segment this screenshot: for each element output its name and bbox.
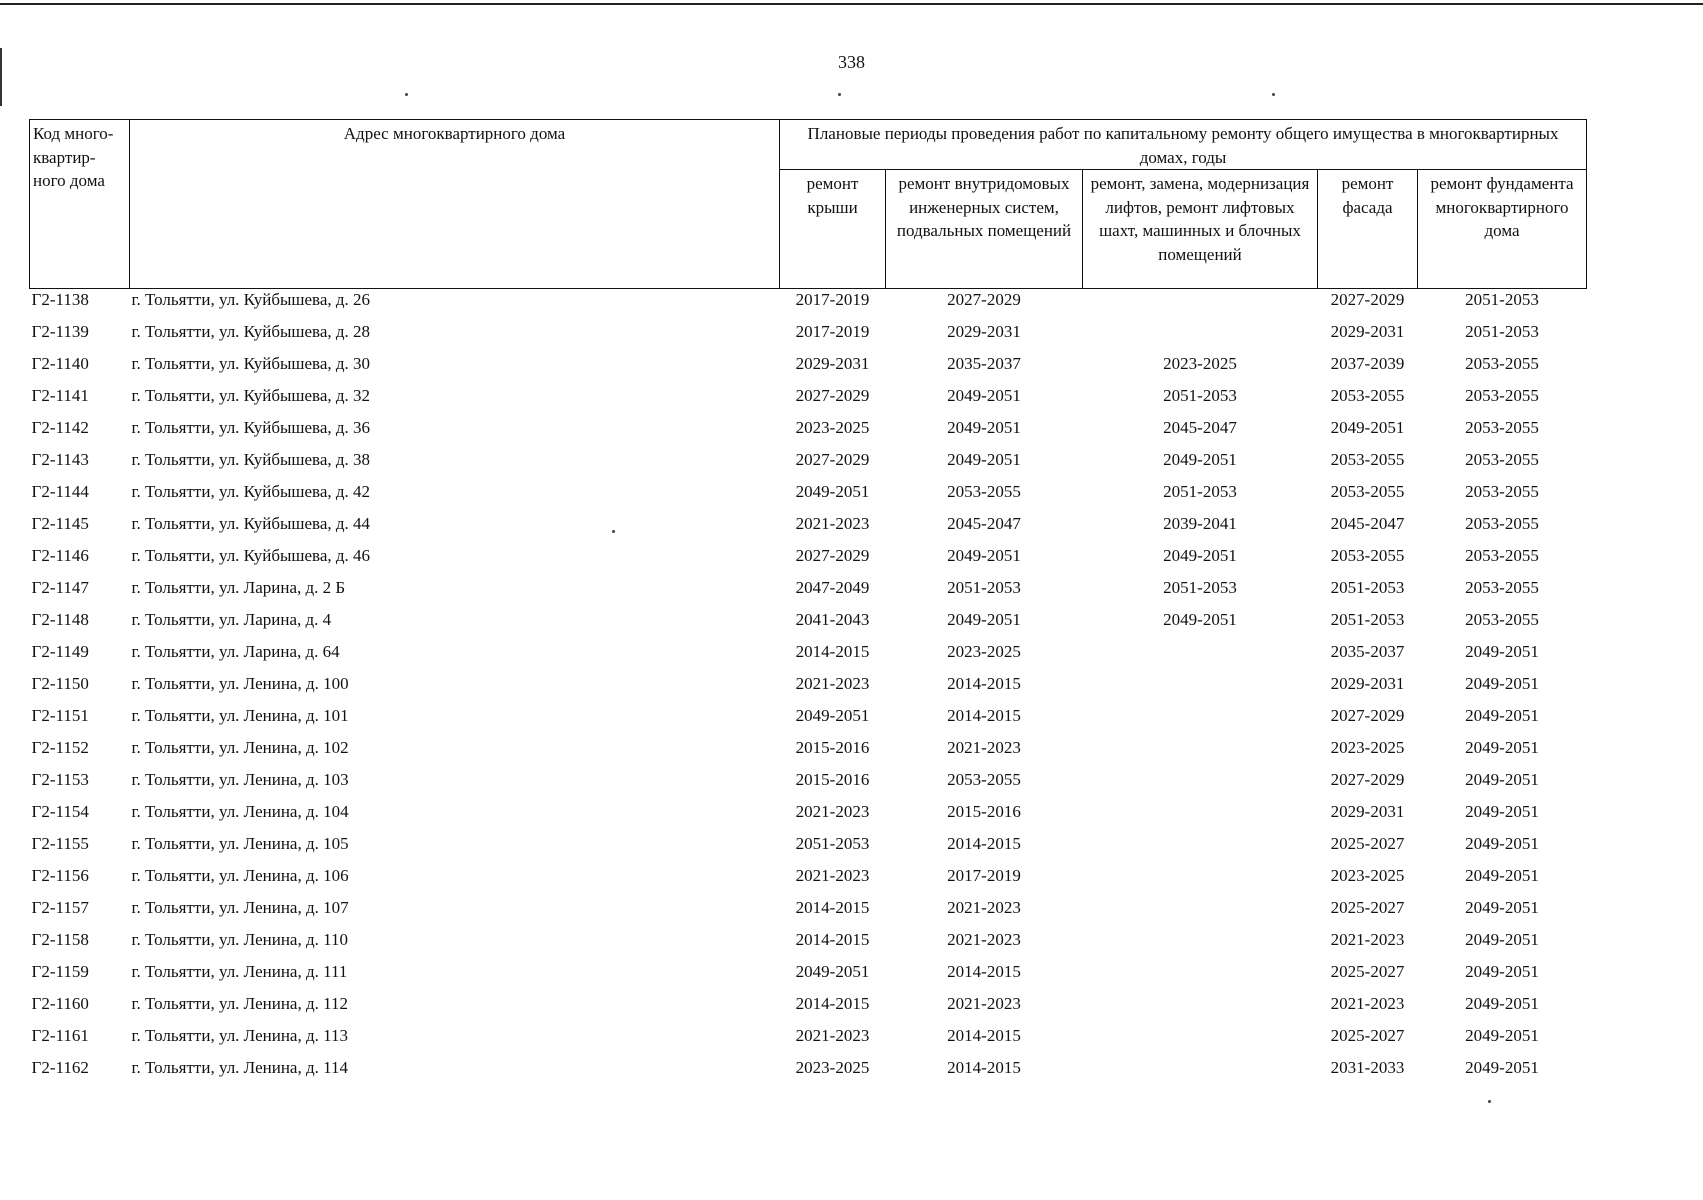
engineering-systems-cell: 2035-2037 bbox=[947, 354, 1021, 373]
roof-repair-cell: 2027-2029 bbox=[795, 450, 870, 469]
facade-repair-cell: 2029-2031 bbox=[1330, 322, 1405, 341]
engineering-systems-cell: 2053-2055 bbox=[947, 770, 1021, 789]
table-row bbox=[30, 545, 1587, 577]
elevators-cell bbox=[1083, 865, 1318, 897]
roof-repair-cell: 2029-2031 bbox=[795, 354, 870, 373]
elevators-cell: 2049-2051 bbox=[1163, 450, 1237, 469]
elevators-cell bbox=[1083, 993, 1318, 1025]
header-engineering: ремонт внутридомовых инженерных систем, подвальных помещений bbox=[886, 170, 1083, 289]
roof-repair-cell: 2041-2043 bbox=[795, 610, 870, 629]
elevators-cell bbox=[1083, 961, 1318, 993]
foundation-repair-cell: 2053-2055 bbox=[1465, 546, 1539, 565]
roof-repair-cell: 2017-2019 bbox=[795, 322, 870, 341]
engineering-systems-cell: 2014-2015 bbox=[947, 834, 1021, 853]
table-row bbox=[30, 1025, 1587, 1057]
elevators-cell: 2023-2025 bbox=[1163, 354, 1237, 373]
engineering-systems-cell: 2014-2015 bbox=[947, 962, 1021, 981]
table-row bbox=[30, 481, 1587, 513]
foundation-repair-cell: 2049-2051 bbox=[1465, 1058, 1539, 1077]
facade-repair-cell: 2037-2039 bbox=[1330, 354, 1405, 373]
elevators-cell bbox=[1083, 641, 1318, 673]
roof-repair-cell: 2015-2016 bbox=[795, 770, 870, 789]
elevators-cell: 2045-2047 bbox=[1163, 418, 1237, 437]
roof-repair-cell: 2015-2016 bbox=[795, 738, 870, 757]
header-periods-group: Плановые периоды проведения работ по капитальному ремонту общего имущества в многоквартирных домах, годы bbox=[780, 120, 1587, 170]
address-cell: г. Тольятти, ул. Куйбышева, д. 30 bbox=[131, 354, 371, 373]
foundation-repair-cell: 2049-2051 bbox=[1465, 770, 1539, 789]
house-code-cell: Г2-1153 bbox=[31, 770, 89, 789]
table-row bbox=[30, 929, 1587, 961]
roof-repair-cell: 2014-2015 bbox=[795, 898, 870, 917]
table-row bbox=[30, 801, 1587, 833]
engineering-systems-cell: 2049-2051 bbox=[947, 450, 1021, 469]
engineering-systems-cell: 2021-2023 bbox=[947, 930, 1021, 949]
address-cell: г. Тольятти, ул. Куйбышева, д. 38 bbox=[131, 450, 371, 469]
facade-repair-cell: 2025-2027 bbox=[1330, 834, 1405, 853]
foundation-repair-cell: 2049-2051 bbox=[1465, 866, 1539, 885]
house-code-cell: Г2-1154 bbox=[31, 802, 89, 821]
house-code-cell: Г2-1149 bbox=[31, 642, 89, 661]
engineering-systems-cell: 2014-2015 bbox=[947, 1026, 1021, 1045]
roof-repair-cell: 2023-2025 bbox=[795, 418, 870, 437]
elevators-cell bbox=[1083, 929, 1318, 961]
foundation-repair-cell: 2049-2051 bbox=[1465, 1026, 1539, 1045]
house-code-cell: Г2-1155 bbox=[31, 834, 89, 853]
facade-repair-cell: 2025-2027 bbox=[1330, 962, 1405, 981]
address-cell: г. Тольятти, ул. Куйбышева, д. 44 bbox=[131, 514, 371, 533]
facade-repair-cell: 2045-2047 bbox=[1330, 514, 1405, 533]
foundation-repair-cell: 2049-2051 bbox=[1465, 674, 1539, 693]
table-row bbox=[30, 897, 1587, 929]
house-code-cell: Г2-1144 bbox=[31, 482, 89, 501]
house-code-cell: Г2-1145 bbox=[31, 514, 89, 533]
facade-repair-cell: 2035-2037 bbox=[1330, 642, 1405, 661]
address-cell: г. Тольятти, ул. Ленина, д. 114 bbox=[131, 1058, 349, 1077]
facade-repair-cell: 2025-2027 bbox=[1330, 898, 1405, 917]
engineering-systems-cell: 2021-2023 bbox=[947, 738, 1021, 757]
elevators-cell: 2049-2051 bbox=[1163, 546, 1237, 565]
foundation-repair-cell: 2053-2055 bbox=[1465, 450, 1539, 469]
engineering-systems-cell: 2017-2019 bbox=[947, 866, 1021, 885]
house-code-cell: Г2-1143 bbox=[31, 450, 89, 469]
facade-repair-cell: 2051-2053 bbox=[1330, 578, 1405, 597]
foundation-repair-cell: 2053-2055 bbox=[1465, 386, 1539, 405]
scan-speck bbox=[612, 530, 615, 533]
table-row bbox=[30, 705, 1587, 737]
roof-repair-cell: 2021-2023 bbox=[795, 674, 870, 693]
header-foundation: ремонт фундамента многоквартирного дома bbox=[1418, 170, 1587, 289]
address-cell: г. Тольятти, ул. Куйбышева, д. 42 bbox=[131, 482, 371, 501]
address-cell: г. Тольятти, ул. Куйбышева, д. 32 bbox=[131, 386, 371, 405]
scan-speck bbox=[1488, 1100, 1491, 1103]
roof-repair-cell: 2051-2053 bbox=[795, 834, 870, 853]
foundation-repair-cell: 2049-2051 bbox=[1465, 834, 1539, 853]
table-row bbox=[30, 865, 1587, 897]
roof-repair-cell: 2014-2015 bbox=[795, 642, 870, 661]
foundation-repair-cell: 2049-2051 bbox=[1465, 962, 1539, 981]
foundation-repair-cell: 2049-2051 bbox=[1465, 930, 1539, 949]
foundation-repair-cell: 2049-2051 bbox=[1465, 802, 1539, 821]
elevators-cell bbox=[1083, 737, 1318, 769]
engineering-systems-cell: 2015-2016 bbox=[947, 802, 1021, 821]
table-row bbox=[30, 609, 1587, 641]
table-row bbox=[30, 769, 1587, 801]
address-cell: г. Тольятти, ул. Куйбышева, д. 26 bbox=[131, 290, 371, 309]
facade-repair-cell: 2027-2029 bbox=[1330, 290, 1405, 309]
facade-repair-cell: 2023-2025 bbox=[1330, 866, 1405, 885]
header-address: Адрес многоквартирного дома bbox=[130, 120, 780, 289]
table-row bbox=[30, 353, 1587, 385]
house-code-cell: Г2-1138 bbox=[31, 290, 89, 309]
house-code-cell: Г2-1147 bbox=[31, 578, 89, 597]
house-code-cell: Г2-1146 bbox=[31, 546, 89, 565]
address-cell: г. Тольятти, ул. Куйбышева, д. 36 bbox=[131, 418, 371, 437]
address-cell: г. Тольятти, ул. Ленина, д. 106 bbox=[131, 866, 349, 885]
facade-repair-cell: 2051-2053 bbox=[1330, 610, 1405, 629]
house-code-cell: Г2-1161 bbox=[31, 1026, 89, 1045]
roof-repair-cell: 2021-2023 bbox=[795, 514, 870, 533]
roof-repair-cell: 2014-2015 bbox=[795, 994, 870, 1013]
engineering-systems-cell: 2049-2051 bbox=[947, 610, 1021, 629]
roof-repair-cell: 2027-2029 bbox=[795, 546, 870, 565]
foundation-repair-cell: 2053-2055 bbox=[1465, 482, 1539, 501]
engineering-systems-cell: 2021-2023 bbox=[947, 994, 1021, 1013]
house-code-cell: Г2-1156 bbox=[31, 866, 89, 885]
engineering-systems-cell: 2049-2051 bbox=[947, 546, 1021, 565]
elevators-cell bbox=[1083, 1057, 1318, 1089]
address-cell: г. Тольятти, ул. Куйбышева, д. 46 bbox=[131, 546, 371, 565]
address-cell: г. Тольятти, ул. Ленина, д. 101 bbox=[131, 706, 349, 725]
top-rule bbox=[0, 3, 1703, 5]
elevators-cell bbox=[1083, 1025, 1318, 1057]
address-cell: г. Тольятти, ул. Ленина, д. 107 bbox=[131, 898, 349, 917]
elevators-cell: 2051-2053 bbox=[1163, 578, 1237, 597]
table-body bbox=[30, 289, 1587, 1090]
foundation-repair-cell: 2049-2051 bbox=[1465, 738, 1539, 757]
foundation-repair-cell: 2053-2055 bbox=[1465, 610, 1539, 629]
elevators-cell bbox=[1083, 833, 1318, 865]
header-code: Код много-квартир-ного дома bbox=[30, 120, 130, 289]
house-code-cell: Г2-1152 bbox=[31, 738, 89, 757]
table-row bbox=[30, 417, 1587, 449]
table-row bbox=[30, 449, 1587, 481]
house-code-cell: Г2-1159 bbox=[31, 962, 89, 981]
engineering-systems-cell: 2049-2051 bbox=[947, 386, 1021, 405]
facade-repair-cell: 2021-2023 bbox=[1330, 930, 1405, 949]
house-code-cell: Г2-1162 bbox=[31, 1058, 89, 1077]
facade-repair-cell: 2029-2031 bbox=[1330, 802, 1405, 821]
facade-repair-cell: 2031-2033 bbox=[1330, 1058, 1405, 1077]
address-cell: г. Тольятти, ул. Ленина, д. 104 bbox=[131, 802, 349, 821]
address-cell: г. Тольятти, ул. Ленина, д. 102 bbox=[131, 738, 349, 757]
elevators-cell: 2051-2053 bbox=[1163, 482, 1237, 501]
address-cell: г. Тольятти, ул. Ларина, д. 2 Б bbox=[131, 578, 346, 597]
roof-repair-cell: 2021-2023 bbox=[795, 1026, 870, 1045]
engineering-systems-cell: 2029-2031 bbox=[947, 322, 1021, 341]
table-row bbox=[30, 577, 1587, 609]
house-code-cell: Г2-1151 bbox=[31, 706, 89, 725]
table-row bbox=[30, 641, 1587, 673]
page-number: 338 bbox=[838, 52, 865, 72]
elevators-cell bbox=[1083, 289, 1318, 322]
facade-repair-cell: 2053-2055 bbox=[1330, 386, 1405, 405]
table-row bbox=[30, 1057, 1587, 1089]
foundation-repair-cell: 2051-2053 bbox=[1465, 322, 1539, 341]
address-cell: г. Тольятти, ул. Куйбышева, д. 28 bbox=[131, 322, 371, 341]
facade-repair-cell: 2023-2025 bbox=[1330, 738, 1405, 757]
house-code-cell: Г2-1148 bbox=[31, 610, 89, 629]
facade-repair-cell: 2053-2055 bbox=[1330, 546, 1405, 565]
address-cell: г. Тольятти, ул. Ленина, д. 105 bbox=[131, 834, 349, 853]
table-row bbox=[30, 385, 1587, 417]
foundation-repair-cell: 2049-2051 bbox=[1465, 898, 1539, 917]
foundation-repair-cell: 2051-2053 bbox=[1465, 290, 1539, 309]
roof-repair-cell: 2049-2051 bbox=[795, 962, 870, 981]
engineering-systems-cell: 2014-2015 bbox=[947, 706, 1021, 725]
engineering-systems-cell: 2014-2015 bbox=[947, 674, 1021, 693]
house-code-cell: Г2-1142 bbox=[31, 418, 89, 437]
roof-repair-cell: 2023-2025 bbox=[795, 1058, 870, 1077]
facade-repair-cell: 2027-2029 bbox=[1330, 770, 1405, 789]
facade-repair-cell: 2053-2055 bbox=[1330, 482, 1405, 501]
house-code-cell: Г2-1141 bbox=[31, 386, 89, 405]
repair-schedule-table bbox=[29, 119, 1587, 1089]
house-code-cell: Г2-1150 bbox=[31, 674, 89, 693]
roof-repair-cell: 2014-2015 bbox=[795, 930, 870, 949]
engineering-systems-cell: 2049-2051 bbox=[947, 418, 1021, 437]
table-row bbox=[30, 737, 1587, 769]
elevators-cell bbox=[1083, 321, 1318, 353]
foundation-repair-cell: 2053-2055 bbox=[1465, 514, 1539, 533]
engineering-systems-cell: 2021-2023 bbox=[947, 898, 1021, 917]
engineering-systems-cell: 2045-2047 bbox=[947, 514, 1021, 533]
table-row bbox=[30, 673, 1587, 705]
address-cell: г. Тольятти, ул. Ленина, д. 113 bbox=[131, 1026, 349, 1045]
house-code-cell: Г2-1139 bbox=[31, 322, 89, 341]
roof-repair-cell: 2021-2023 bbox=[795, 802, 870, 821]
table-row bbox=[30, 321, 1587, 353]
engineering-systems-cell: 2027-2029 bbox=[947, 290, 1021, 309]
facade-repair-cell: 2053-2055 bbox=[1330, 450, 1405, 469]
roof-repair-cell: 2017-2019 bbox=[795, 290, 870, 309]
table-header bbox=[30, 120, 1587, 289]
roof-repair-cell: 2049-2051 bbox=[795, 482, 870, 501]
roof-repair-cell: 2047-2049 bbox=[795, 578, 870, 597]
address-cell: г. Тольятти, ул. Ларина, д. 64 bbox=[131, 642, 340, 661]
engineering-systems-cell: 2053-2055 bbox=[947, 482, 1021, 501]
scan-speck bbox=[838, 93, 841, 96]
facade-repair-cell: 2025-2027 bbox=[1330, 1026, 1405, 1045]
facade-repair-cell: 2027-2029 bbox=[1330, 706, 1405, 725]
table-row bbox=[30, 513, 1587, 545]
address-cell: г. Тольятти, ул. Ленина, д. 100 bbox=[131, 674, 349, 693]
roof-repair-cell: 2049-2051 bbox=[795, 706, 870, 725]
scan-speck bbox=[1272, 93, 1275, 96]
address-cell: г. Тольятти, ул. Ленина, д. 111 bbox=[131, 962, 348, 981]
roof-repair-cell: 2021-2023 bbox=[795, 866, 870, 885]
elevators-cell: 2039-2041 bbox=[1163, 514, 1237, 533]
foundation-repair-cell: 2053-2055 bbox=[1465, 578, 1539, 597]
scan-speck bbox=[405, 93, 408, 96]
elevators-cell: 2051-2053 bbox=[1163, 386, 1237, 405]
elevators-cell bbox=[1083, 769, 1318, 801]
foundation-repair-cell: 2049-2051 bbox=[1465, 642, 1539, 661]
house-code-cell: Г2-1158 bbox=[31, 930, 89, 949]
header-elevators: ремонт, замена, модернизация лифтов, ремонт лифтовых шахт, машинных и блочных помещений bbox=[1083, 170, 1318, 289]
table-row bbox=[30, 833, 1587, 865]
foundation-repair-cell: 2053-2055 bbox=[1465, 418, 1539, 437]
table-row bbox=[30, 993, 1587, 1025]
house-code-cell: Г2-1157 bbox=[31, 898, 89, 917]
table-row bbox=[30, 961, 1587, 993]
facade-repair-cell: 2029-2031 bbox=[1330, 674, 1405, 693]
address-cell: г. Тольятти, ул. Ларина, д. 4 bbox=[131, 610, 332, 629]
elevators-cell bbox=[1083, 705, 1318, 737]
table-row bbox=[30, 289, 1587, 322]
elevators-cell bbox=[1083, 673, 1318, 705]
foundation-repair-cell: 2049-2051 bbox=[1465, 994, 1539, 1013]
engineering-systems-cell: 2023-2025 bbox=[947, 642, 1021, 661]
header-row-1 bbox=[30, 120, 1587, 170]
address-cell: г. Тольятти, ул. Ленина, д. 103 bbox=[131, 770, 349, 789]
house-code-cell: Г2-1160 bbox=[31, 994, 89, 1013]
engineering-systems-cell: 2014-2015 bbox=[947, 1058, 1021, 1077]
engineering-systems-cell: 2051-2053 bbox=[947, 578, 1021, 597]
house-code-cell: Г2-1140 bbox=[31, 354, 89, 373]
elevators-cell: 2049-2051 bbox=[1163, 610, 1237, 629]
roof-repair-cell: 2027-2029 bbox=[795, 386, 870, 405]
address-cell: г. Тольятти, ул. Ленина, д. 112 bbox=[131, 994, 349, 1013]
facade-repair-cell: 2049-2051 bbox=[1330, 418, 1405, 437]
elevators-cell bbox=[1083, 801, 1318, 833]
header-facade: ремонт фасада bbox=[1318, 170, 1418, 289]
foundation-repair-cell: 2049-2051 bbox=[1465, 706, 1539, 725]
foundation-repair-cell: 2053-2055 bbox=[1465, 354, 1539, 373]
address-cell: г. Тольятти, ул. Ленина, д. 110 bbox=[131, 930, 349, 949]
elevators-cell bbox=[1083, 897, 1318, 929]
facade-repair-cell: 2021-2023 bbox=[1330, 994, 1405, 1013]
header-roof: ремонт крыши bbox=[780, 170, 886, 289]
